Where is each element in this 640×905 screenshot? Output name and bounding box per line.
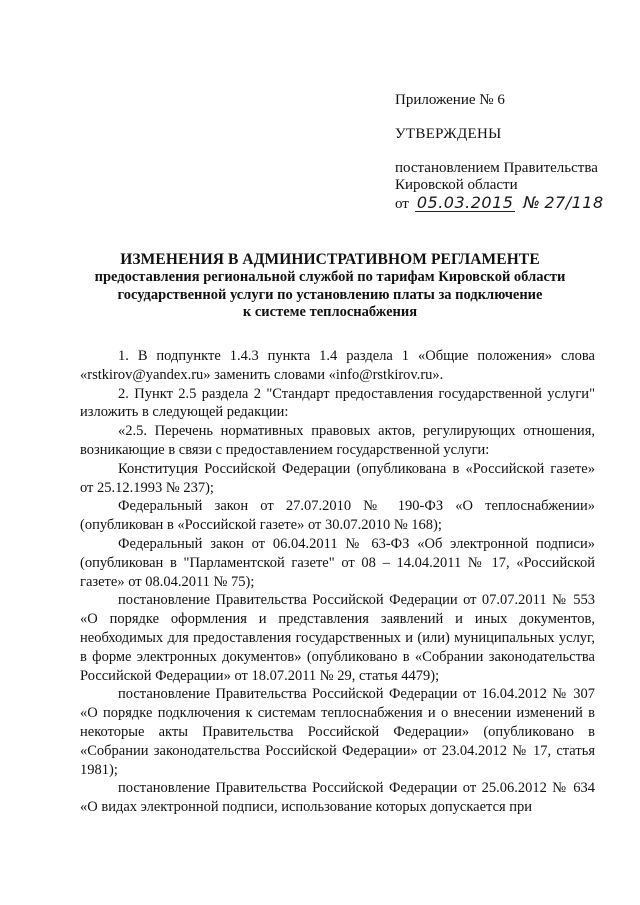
handwritten-number: 27/118 <box>544 193 604 212</box>
title-main: ИЗМЕНЕНИЯ В АДМИНИСТРАТИВНОМ РЕГЛАМЕНТЕ <box>120 251 540 268</box>
title-sub-3: к системе теплоснабжения <box>242 304 418 320</box>
paragraph: Федеральный закон от 06.04.2011 № 63-ФЗ «Об электронной подписи» (опубликован в "Парламентской газете" от 08 – 14.04.2011 № 17, «Российской газете» от 08.04.2011 № 75); <box>80 535 595 590</box>
paragraph: постановление Правительства Российской Федерации от 16.04.2012 № 307 «О порядке подключения к системам теплоснабжения и о внесении изменений в некоторые акты Правительства Российской Федерации» (опубликовано в «Собрании законодательства Российской Федерации» от 23.04.2012 № 17, статья 1981); <box>80 686 595 778</box>
approved-label: УТВЕРЖДЕНЫ <box>395 126 502 142</box>
paragraph: 2. Пункт 2.5 раздела 2 "Стандарт предоставления государственной услуги" изложить в следующей редакции: <box>80 385 595 421</box>
number-label: № <box>523 193 541 212</box>
decree-line-2: Кировской области <box>395 177 518 193</box>
paragraph: постановление Правительства Российской Федерации от 07.07.2011 № 553 «О порядке оформления и представления заявлений и иных документов, необходимых для предоставления государственных и (или) муниципальных услуг, в форме электронных документов» (опубликовано в «Собрании законодательства Российской Федерации» от 18.07.2011 № 29, статья 4479); <box>80 592 595 684</box>
from-label: от <box>395 196 409 212</box>
paragraph: 1. В подпункте 1.4.3 пункта 1.4 раздела 1 «Общие положения» слова «rstkirov@yandex.ru» заменить словами «info@rstkirov.ru». <box>80 348 595 383</box>
decree-date-number-row <box>395 194 625 213</box>
title-sub-1: предоставления региональной службой по тарифам Кировской области <box>94 269 566 285</box>
document-body <box>80 347 595 817</box>
paragraph: «2.5. Перечень нормативных правовых актов, регулирующих отношения, возникающие в связи с предоставлением государственной услуги: <box>80 423 595 458</box>
approval-block <box>395 92 625 213</box>
paragraph: постановление Правительства Российской Федерации от 25.06.2012 № 634 «О видах электронной подписи, использование которых допускается при <box>80 780 595 816</box>
handwritten-date: 05.03.2015 <box>416 193 514 212</box>
decree-line-1: постановлением Правительства <box>395 160 598 176</box>
appendix-label: Приложение № 6 <box>395 92 505 108</box>
paragraph: Федеральный закон от 27.07.2010 № 190-ФЗ «О теплоснабжении» (опубликован в «Российской газете» от 30.07.2010 № 168); <box>80 498 595 534</box>
title-sub-2: государственной услуги по установлению платы за подключение <box>117 286 543 303</box>
document-title <box>60 250 600 322</box>
paragraph: Конституция Российской Федерации (опубликована в «Российской газете» от 25.12.1993 № 237); <box>80 460 595 496</box>
